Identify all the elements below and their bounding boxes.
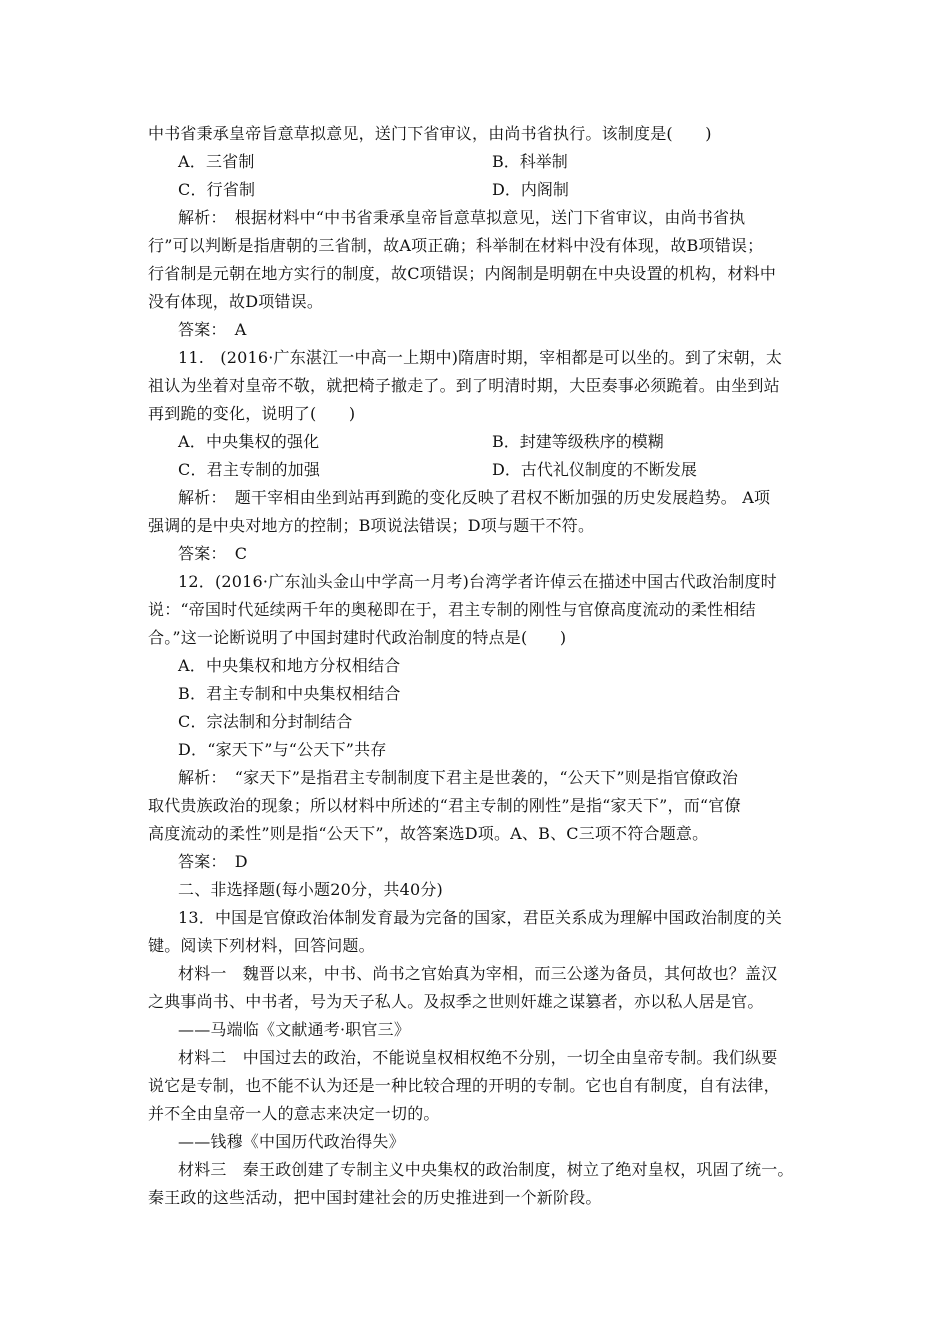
q12-option-d: D．“家天下”与“公天下”共存 <box>178 740 387 759</box>
q10-option-c: C．行省制 <box>178 180 256 199</box>
q10-stem: 中书省秉承皇帝旨意草拟意见，送门下省审议，由尚书省执行。该制度是( ) <box>148 124 712 143</box>
q11-stem-line: 祖认为坐着对皇帝不敬，就把椅子撤走了。到了明清时期，大臣奏事必须跪着。由坐到站 <box>148 376 780 395</box>
q10-answer: 答案： A <box>178 320 247 339</box>
q11-stem-line: 11. (2016·广东湛江一中高一上期中)隋唐时期，宰相都是可以坐的。到了宋朝，太 <box>178 348 783 367</box>
q13-material-1-line: 材料一 魏晋以来，中书、尚书之官始真为宰相，而三公遂为备员，其何故也？盖汉 <box>178 964 778 983</box>
q10-analysis-line: 没有体现，故D项错误。 <box>148 292 324 311</box>
q12-option-c: C．宗法制和分封制结合 <box>178 712 353 731</box>
q10-option-d: D．内阁制 <box>492 180 569 199</box>
q12-stem-line: 说：“帝国时代延续两千年的奥秘即在于，君主专制的刚性与官僚高度流动的柔性相结 <box>148 600 756 619</box>
q12-analysis-line: 解析： “家天下”是指君主专制制度下君主是世袭的，“公天下”则是指官僚政治 <box>178 768 739 787</box>
q12-answer: 答案： D <box>178 852 248 871</box>
q13-stem-line: 13．中国是官僚政治体制发育最为完备的国家，君臣关系成为理解中国政治制度的关 <box>178 908 782 927</box>
q11-answer: 答案： C <box>178 544 248 563</box>
q13-material-1-source: ——马端临《文献通考·职官三》 <box>178 1020 411 1039</box>
q11-option-a: A．中央集权的强化 <box>178 432 320 451</box>
q13-material-1-line: 之典事尚书、中书者，号为天子私人。及叔季之世则奸雄之谋篡者，亦以私人居是官。 <box>148 992 764 1011</box>
q11-option-b: B．封建等级秩序的模糊 <box>492 432 664 451</box>
q10-analysis-line: 行”可以判断是指唐朝的三省制，故A项正确；科举制在材料中没有体现，故B项错误； <box>148 236 764 255</box>
q12-stem-line: 合。”这一论断说明了中国封建时代政治制度的特点是( ) <box>148 628 567 647</box>
q13-material-2-line: 材料二 中国过去的政治，不能说皇权相权绝不分别，一切全由皇帝专制。我们纵要 <box>178 1048 778 1067</box>
q13-material-2-line: 说它是专制，也不能不认为还是一种比较合理的开明的专制。它也自有制度，自有法律， <box>148 1076 780 1095</box>
q13-material-3-line: 秦王政的这些活动，把中国封建社会的历史推进到一个新阶段。 <box>148 1188 602 1207</box>
q13-material-2-source: ——钱穆《中国历代政治得失》 <box>178 1132 405 1151</box>
q12-analysis-line: 高度流动的柔性”则是指“公天下”，故答案选D项。A、B、C三项不符合题意。 <box>148 824 709 843</box>
q13-material-3-line: 材料三 秦王政创建了专制主义中央集权的政治制度，树立了绝对皇权，巩固了统一。 <box>178 1160 794 1179</box>
q13-stem-line: 键。阅读下列材料，回答问题。 <box>148 936 375 955</box>
q13-material-2-line: 并不全由皇帝一人的意志来决定一切的。 <box>148 1104 440 1123</box>
q12-option-a: A．中央集权和地方分权相结合 <box>178 656 401 675</box>
q11-option-c: C．君主专制的加强 <box>178 460 321 479</box>
q11-stem-line: 再到跪的变化，说明了( ) <box>148 404 356 423</box>
q12-option-b: B．君主专制和中央集权相结合 <box>178 684 401 703</box>
q10-analysis-line: 解析： 根据材料中“中书省秉承皇帝旨意草拟意见，送门下省审议，由尚书省执 <box>178 208 746 227</box>
q11-option-d: D．古代礼仪制度的不断发展 <box>492 460 697 479</box>
q10-analysis-line: 行省制是元朝在地方实行的制度，故C项错误；内阁制是明朝在中央设置的机构，材料中 <box>148 264 777 283</box>
section-heading: 二、非选择题(每小题20分，共40分) <box>178 880 444 899</box>
q11-analysis-line: 解析： 题干宰相由坐到站再到跪的变化反映了君权不断加强的历史发展趋势。 A项 <box>178 488 771 507</box>
q12-stem-line: 12．(2016·广东汕头金山中学高一月考)台湾学者许倬云在描述中国古代政治制度时 <box>178 572 777 591</box>
q10-option-b: B．科举制 <box>492 152 568 171</box>
q11-analysis-line: 强调的是中央对地方的控制；B项说法错误；D项与题干不符。 <box>148 516 595 535</box>
q10-option-a: A．三省制 <box>178 152 255 171</box>
q12-analysis-line: 取代贵族政治的现象；所以材料中所述的“君主专制的刚性”是指“家天下”，而“官僚 <box>148 796 741 815</box>
